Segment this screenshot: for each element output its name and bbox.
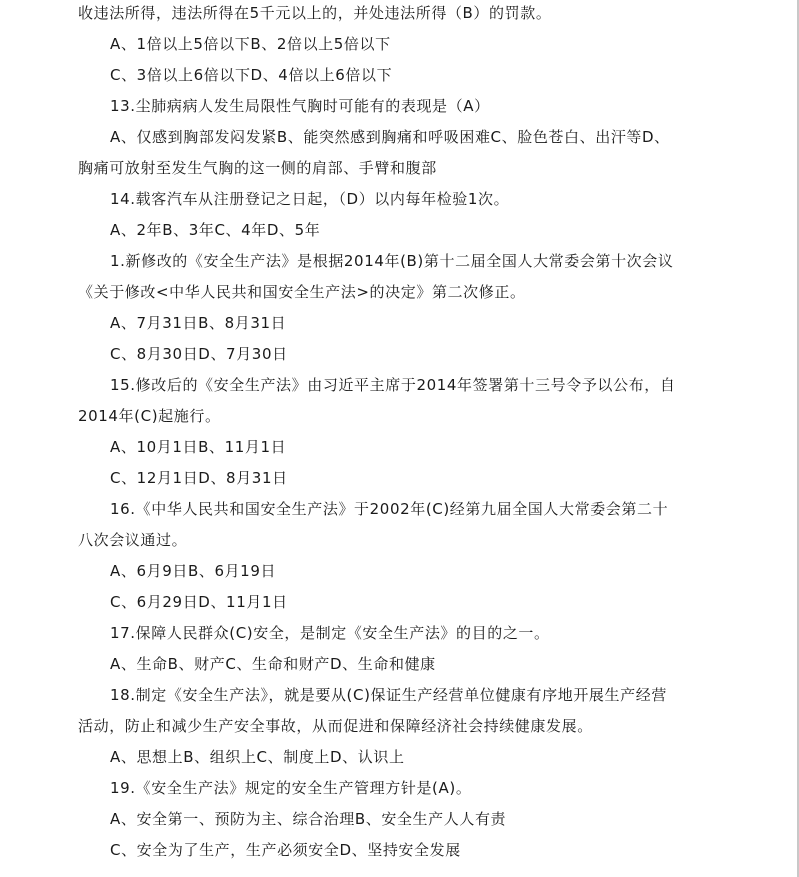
text-line-27: A、安全第一、预防为主、综合治理B、安全生产人人有责	[110, 810, 507, 828]
text-line-7: 14.载客汽车从注册登记之日起，（D）以内每年检验1次。	[110, 190, 510, 208]
text-line-14: 2014年(C)起施行。	[78, 407, 221, 425]
text-line-6: 胸痛可放射至发生气胸的这一侧的肩部、手臂和腹部	[78, 159, 437, 177]
text-line-16: C、12月1日D、8月31日	[110, 469, 288, 487]
text-line-5: A、仅感到胸部发闷发紧B、能突然感到胸痛和呼吸困难C、脸色苍白、出汗等D、	[110, 128, 670, 146]
text-line-23: 18.制定《安全生产法》，就是要从(C)保证生产经营单位健康有序地开展生产经营	[110, 686, 667, 704]
text-line-4: 13.尘肺病病人发生局限性气胸时可能有的表现是（A）	[110, 97, 490, 115]
text-line-12: C、8月30日D、7月30日	[110, 345, 288, 363]
text-line-19: A、6月9日B、6月19日	[110, 562, 277, 580]
text-line-15: A、10月1日B、11月1日	[110, 438, 287, 456]
text-line-2: A、1倍以上5倍以下B、2倍以上5倍以下	[110, 35, 391, 53]
text-line-11: A、7月31日B、8月31日	[110, 314, 287, 332]
text-line-22: A、生命B、财产C、生命和财产D、生命和健康	[110, 655, 436, 673]
text-line-1: 收违法所得，违法所得在5千元以上的，并处违法所得（B）的罚款。	[78, 4, 552, 22]
text-line-18: 八次会议通过。	[78, 531, 188, 549]
text-line-3: C、3倍以上6倍以下D、4倍以上6倍以下	[110, 66, 393, 84]
text-line-24: 活动，防止和减少生产安全事故，从而促进和保障经济社会持续健康发展。	[78, 717, 593, 735]
text-line-25: A、思想上B、组织上C、制度上D、认识上	[110, 748, 405, 766]
text-line-13: 15.修改后的《安全生产法》由习近平主席于2014年签署第十三号令予以公布，自	[110, 376, 676, 394]
text-line-17: 16.《中华人民共和国安全生产法》于2002年(C)经第九届全国人大常委会第二十	[110, 500, 669, 518]
text-line-8: A、2年B、3年C、4年D、5年	[110, 221, 321, 239]
text-line-10: 《关于修改<中华人民共和国安全生产法>的决定》第二次修正。	[78, 283, 526, 301]
text-line-20: C、6月29日D、11月1日	[110, 593, 288, 611]
text-line-9: 1.新修改的《安全生产法》是根据2014年(B)第十二届全国人大常委会第十次会议	[110, 252, 674, 270]
text-line-21: 17.保障人民群众(C)安全，是制定《安全生产法》的目的之一。	[110, 624, 550, 642]
text-line-26: 19.《安全生产法》规定的安全生产管理方针是(A)。	[110, 779, 472, 797]
text-line-28: C、安全为了生产，生产必须安全D、坚持安全发展	[110, 841, 461, 859]
